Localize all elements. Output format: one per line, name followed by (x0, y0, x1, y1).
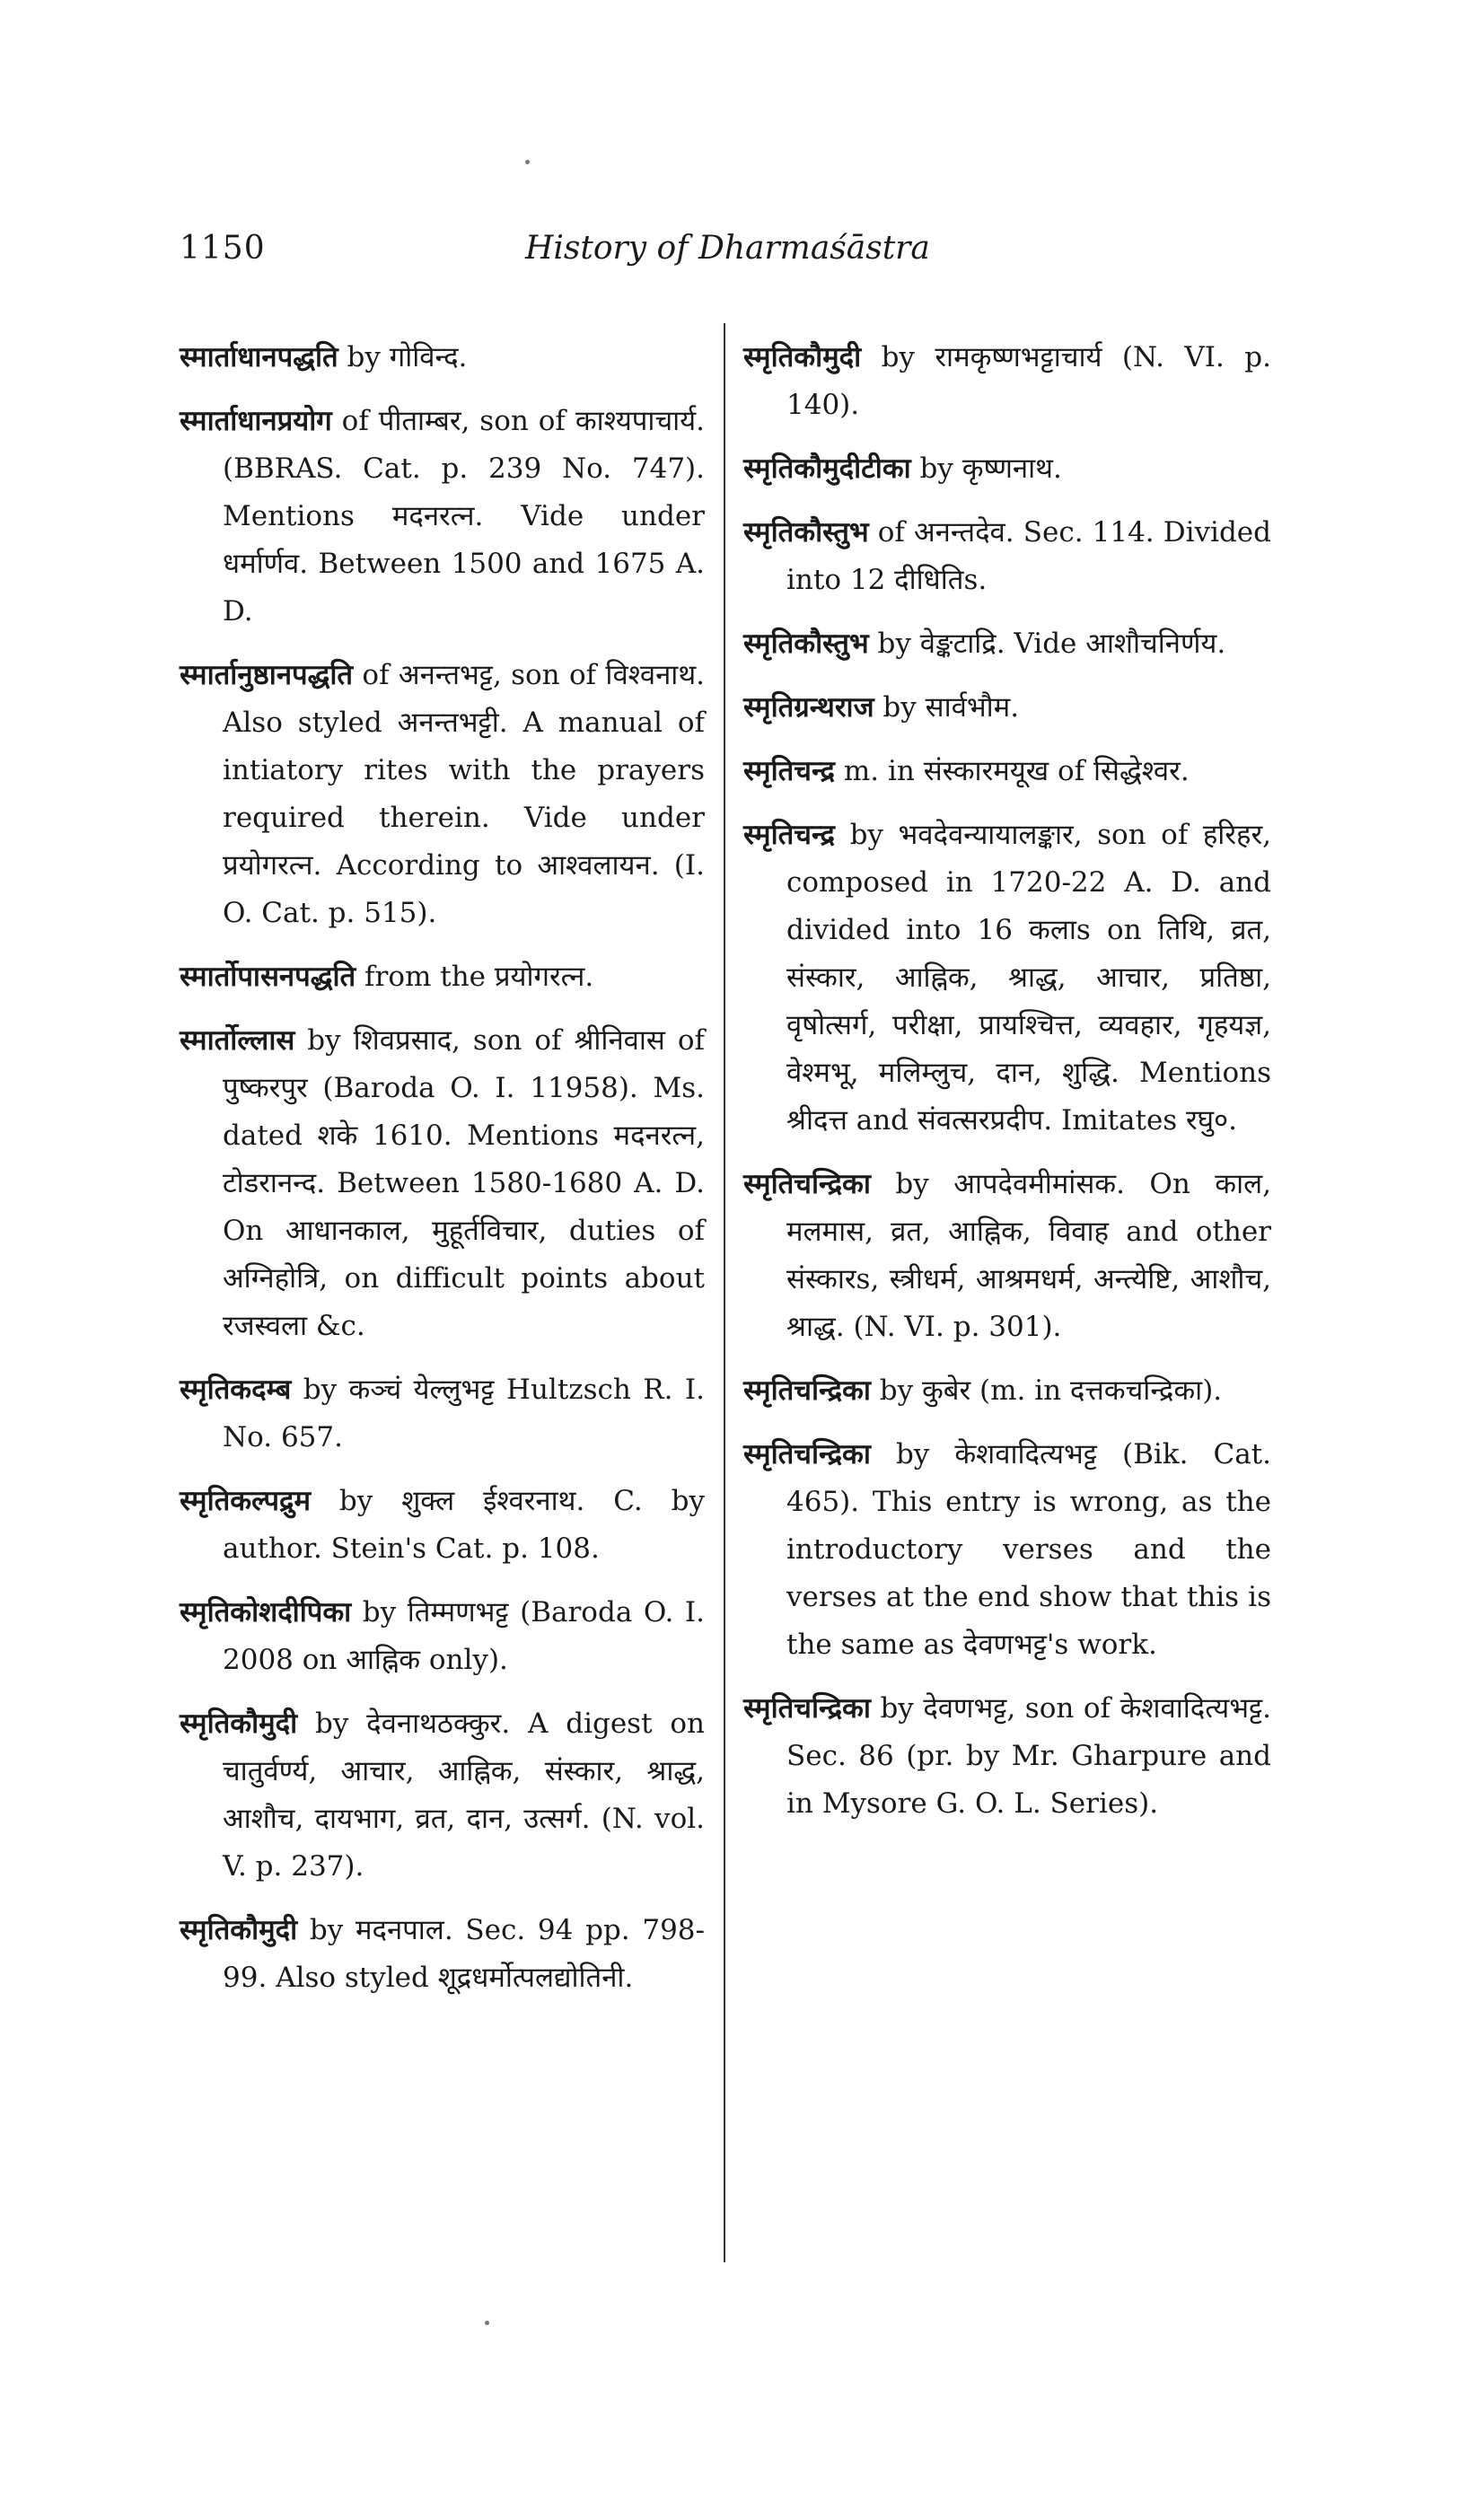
entry-text: by तिम्मणभट्ट (Baroda O. I. 2008 on आह्निक only). (223, 1596, 705, 1676)
entry (743, 1685, 1271, 1828)
scan-speck (525, 160, 530, 164)
entry-head: स्मृतिचन्द्रिका (743, 1168, 871, 1200)
entry-head: स्मृतिचन्द्र (743, 755, 836, 787)
entry (743, 509, 1271, 604)
entry-text: by देवणभट्ट, son of केशवादित्यभट्ट. Sec. 86 (pr. by Mr. Gharpure and in Mysore G. O. L. Series). (786, 1692, 1271, 1820)
entry (743, 748, 1271, 795)
entry (743, 334, 1271, 429)
entry (180, 1017, 705, 1350)
entry-head: स्मृतिचन्द्रिका (743, 1374, 871, 1407)
entry-head: स्मृतिकदम्ब (180, 1374, 292, 1406)
entry-text: of अनन्तभट्ट, son of विश्वनाथ. Also styled अनन्तभट्टी. A manual of intiatory rites with the prayers required therein. Vide under प्रयोगरत्न. According to आश्वलायन. (I. O. Cat. p. 515). (223, 659, 705, 929)
page-number: 1150 (180, 230, 266, 267)
left-column (180, 334, 705, 2018)
entry-text: m. in संस्कारमयूख of सिद्धेश्वर. (835, 755, 1190, 787)
running-title: History of Dharmaśāstra (525, 230, 930, 267)
entry (180, 1366, 705, 1462)
entry-head: स्मार्तोपासनपद्धति (180, 961, 356, 993)
entry-text: by भवदेवन्यायालङ्कार, son of हरिहर, composed in 1720-22 A. D. and divided into 16 कलाs on तिथि, व्रत, संस्कार, आह्निक, श्राद्ध, आचार, प्रतिष्ठा, वृषोत्सर्ग, परीक्षा, प्रायश्चित्त, व्यवहार, गृहयज्ञ, वेश्मभू, मलिम्लुच, दान, शुद्धि. Mentions श्रीदत्त and संवत्सरप्रदीप. Imitates रघु०. (786, 819, 1271, 1137)
entry-head: स्मार्ताधानप्रयोग (180, 405, 332, 437)
entry-head: स्मृतिचन्द्रिका (743, 1438, 871, 1470)
entry-text: by गोविन्द. (338, 341, 468, 373)
entry (743, 1367, 1271, 1415)
entry-head: स्मृतिकौस्तुभ (743, 516, 869, 549)
entry-text: by शुक्ल ईश्वरनाथ. C. by author. Stein's Cat. p. 108. (223, 1485, 705, 1565)
entry (180, 334, 705, 382)
entry (180, 1589, 705, 1684)
entry-head: स्मृतिकल्पद्रुम (180, 1485, 312, 1517)
entry (180, 652, 705, 937)
entry-head: स्मृतिग्रन्थराज (743, 691, 874, 724)
entry-head: स्मार्तानुष्ठानपद्धति (180, 659, 354, 691)
right-column (743, 334, 1271, 1844)
entry-head: स्मृतिकौमुदीटीका (743, 452, 911, 485)
entry-text: of पीताम्बर, son of काश्यपाचार्य. (BBRAS. Cat. p. 239 No. 747). Mentions मदनरत्न. Vide under धर्मार्णव. Between 1500 and 1675 A. D. (223, 405, 705, 628)
entry (743, 620, 1271, 668)
entry (743, 1161, 1271, 1351)
entry-text: from the प्रयोगरत्न. (356, 961, 594, 993)
entry-text: by रामकृष्णभट्टाचार्य (N. VI. p. 140). (786, 341, 1271, 421)
entry-text: by सार्वभौम. (874, 691, 1020, 724)
entry (743, 684, 1271, 732)
entry-text: by देवनाथठक्कुर. A digest on चातुर्वर्ण्य, आचार, आह्निक, संस्कार, श्राद्ध, आशौच, दायभाग, व्रत, दान, उत्सर्ग. (N. vol. V. p. 237). (223, 1708, 705, 1883)
entry-head: स्मृतिकौमुदी (180, 1914, 298, 1946)
column-divider (724, 323, 725, 2262)
entry-head: स्मृतिकौमुदी (743, 341, 862, 373)
entry (743, 445, 1271, 493)
entry-text: by कुबेर (m. in दत्तकचन्द्रिका). (870, 1374, 1223, 1407)
entry-head: स्मृतिकौस्तुभ (743, 628, 869, 660)
entry-head: स्मृतिकौमुदी (180, 1708, 298, 1740)
entry-text: by वेङ्कटाद्रि. Vide आशौचनिर्णय. (868, 628, 1226, 660)
entry-head: स्मृतिचन्द्रिका (743, 1692, 871, 1725)
entry-text: of अनन्तदेव. Sec. 114. Divided into 12 दीधितिs. (786, 516, 1271, 596)
entry (180, 1907, 705, 2002)
entry (180, 1700, 705, 1891)
entry-head: स्मृतिकोशदीपिका (180, 1596, 352, 1628)
entry-text: by केशवादित्यभट्ट (Bik. Cat. 465). This entry is wrong, as the introductory verses and the verses at the end show that this is the same as देवणभट्ट's work. (786, 1438, 1271, 1661)
entry-head: स्मृतिचन्द्र (743, 819, 836, 851)
entry-text: by शिवप्रसाद, son of श्रीनिवास of पुष्करपुर (Baroda O. I. 11958). Ms. dated शके 1610. Mentions मदनरत्न, टोडरानन्द. Between 1580-1680 A. D. On आधानकाल, मुहूर्तविचार, duties of अग्निहोत्रि, on difficult points about रजस्वला &c. (223, 1024, 705, 1342)
entry-text: by आपदेवमीमांसक. On काल, मलमास, व्रत, आह्निक, विवाह and other संस्कारs, स्त्रीधर्म, आश्रमधर्म, अन्त्येष्टि, आशौच, श्राद्ध. (N. VI. p. 301). (786, 1168, 1271, 1343)
entry (743, 1431, 1271, 1669)
entry (180, 1478, 705, 1573)
entry-text: by कृष्णनाथ. (910, 452, 1062, 485)
entry-head: स्मार्ताधानपद्धति (180, 341, 338, 373)
entry-text: by कञ्चं येल्लुभट्ट Hultzsch R. I. No. 657. (223, 1374, 705, 1453)
entry-text: by मदनपाल. Sec. 94 pp. 798-99. Also styled शूद्रधर्मोत्पलद्योतिनी. (223, 1914, 705, 1994)
entry (743, 812, 1271, 1145)
entry (180, 953, 705, 1001)
scan-speck (485, 2321, 489, 2325)
entry-head: स्मार्तोल्लास (180, 1024, 295, 1057)
entry (180, 398, 705, 636)
